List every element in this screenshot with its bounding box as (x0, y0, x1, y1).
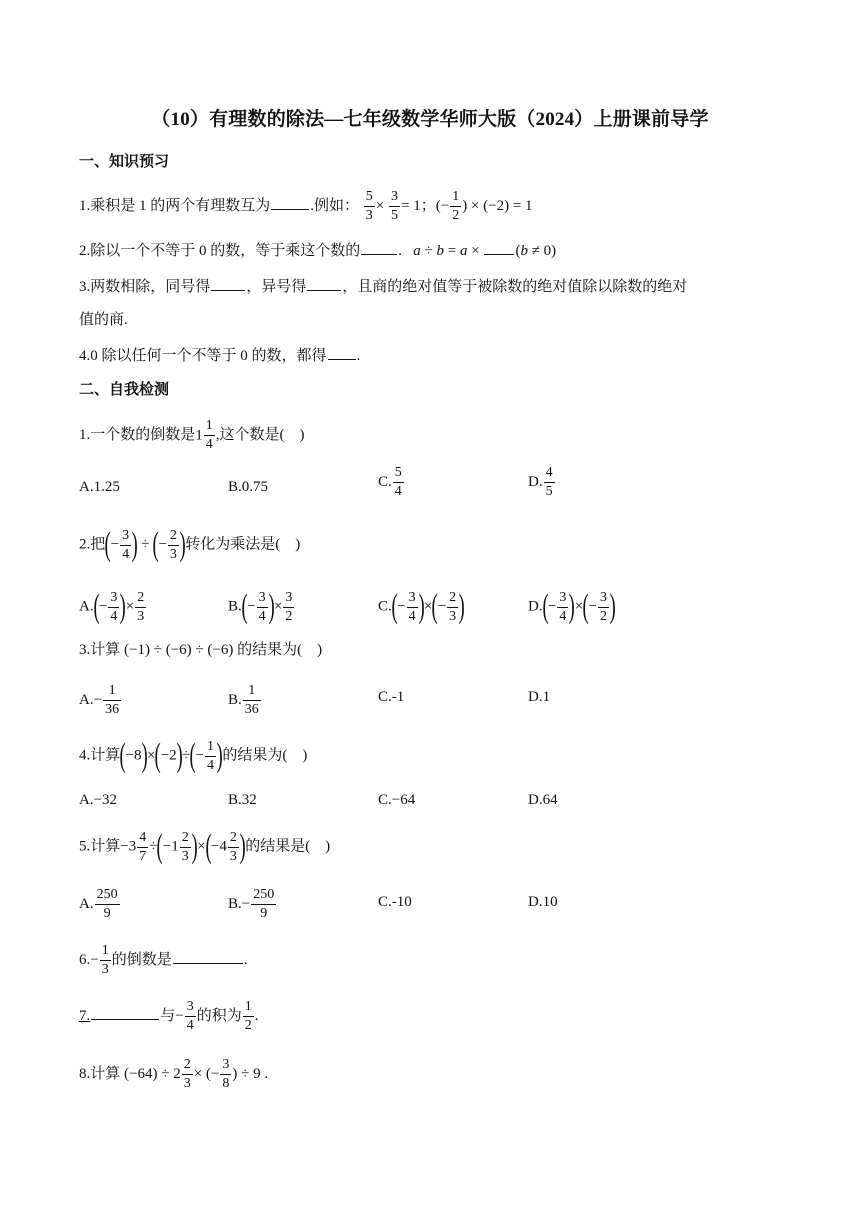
option-label: B. (228, 691, 242, 708)
q-text: 2.把 (79, 536, 106, 553)
option-d[interactable]: D.10 (528, 894, 558, 910)
fraction: $\frac{3}{5}$ (391, 189, 398, 223)
option-a[interactable]: A. $\frac{250}{9}$ (79, 887, 118, 921)
option-d[interactable]: D.64 (528, 792, 558, 808)
q-text: 的结果为( ) (237, 642, 323, 658)
fraction: $\frac{5}{3}$ (365, 189, 373, 223)
q-text: 2.除以一个不等于 0 的数，等于乘这个数的 (79, 243, 361, 259)
option-a[interactable] (79, 790, 117, 810)
option-b[interactable]: B.0.75 (228, 479, 269, 495)
q-text: ，且商的绝对值等于被除数的绝对值除以除数的绝对 (342, 279, 688, 295)
check-question-3 (79, 640, 322, 660)
option-label: C. (378, 792, 392, 808)
answer-blank[interactable] (307, 276, 341, 291)
q-text: . (254, 1007, 259, 1024)
option-c[interactable] (378, 466, 405, 499)
expression: (−1) ÷ (−6) ÷ (−6) (124, 642, 234, 658)
option-c[interactable] (378, 790, 415, 810)
q-text: 3.计算 (79, 642, 121, 658)
option-label: A. (79, 895, 94, 912)
q-text: 5.计算 (79, 838, 121, 855)
option-d[interactable]: D.(− $\frac{3}{4}$ )×(− $\frac{3}{2}$ ) (528, 588, 616, 625)
option-value: −64 (391, 792, 416, 808)
option-label: A. (79, 792, 94, 808)
option-value: −32 (93, 792, 118, 808)
section-heading-selfcheck: 二、自我检测 (79, 382, 170, 398)
option-label: A. (79, 598, 94, 615)
q-text: 4.计算 (79, 747, 121, 764)
preview-question-3-cont: 值的商. (79, 312, 128, 328)
q-text: 8.计算 (79, 1065, 121, 1082)
option-c[interactable]: C.(− $\frac{3}{4}$ )×(− $\frac{2}{3}$ ) (378, 588, 465, 625)
option-b[interactable]: B.32 (228, 792, 257, 808)
check-question-7: 7. 与− $\frac{3}{4}$ 的积为 $\frac{1}{2}$ . (79, 999, 259, 1033)
option-b[interactable]: B.− $\frac{250}{9}$ (228, 887, 275, 921)
check-question-2: 2.把(− $\frac{3}{4}$ ) ÷ (− $\frac{2}{3}$ )转化为乘法是( ) (79, 526, 301, 563)
q-text: ，异号得 (246, 279, 307, 295)
option-label: C. (378, 598, 392, 615)
fraction: $\frac{5}{4}$ (394, 465, 402, 499)
q-text: ,这个数是( ) (215, 426, 305, 443)
fraction: $\frac{4}{5}$ (545, 465, 553, 499)
q-text: . (398, 243, 403, 259)
check-question-1: 1.一个数的倒数是1 $\frac{1}{4}$ ,这个数是( ) (79, 418, 305, 452)
option-c[interactable]: C.-10 (378, 894, 412, 910)
option-a[interactable]: A.(− $\frac{3}{4}$ )× $\frac{2}{3}$ (79, 588, 145, 625)
fraction: $\frac{1}{4}$ (205, 418, 213, 452)
q-text: 4.0 除以任何一个不等于 0 的数，都得 (79, 348, 327, 364)
q-text: 与 (160, 1007, 176, 1024)
q-text: .例如： (310, 197, 360, 214)
option-d[interactable]: D.1 (528, 689, 551, 705)
q-text: 3.两数相除，同号得 (79, 279, 211, 295)
section-heading-preview: 一、知识预习 (79, 154, 170, 170)
answer-blank[interactable] (328, 345, 356, 360)
q-text: 的倒数是 (111, 951, 172, 968)
q-text: . (356, 348, 361, 364)
option-label: C. (378, 473, 392, 490)
option-label: B. (228, 895, 242, 912)
q-text: 1.一个数的倒数是 (79, 426, 196, 443)
option-d[interactable] (528, 466, 556, 499)
check-question-8: 8.计算 (−64) ÷ 2 $\frac{2}{3}$ × (− $\frac{3}{8}$ ) ÷ 9 . (79, 1057, 269, 1091)
option-label: D. (528, 473, 543, 490)
check-question-4: 4.计算(−8)×(−2)÷(− $\frac{1}{4}$ )的结果为( ) (79, 737, 308, 774)
option-c[interactable]: C.-1 (378, 689, 405, 705)
answer-blank[interactable] (361, 240, 397, 255)
preview-question-3 (79, 276, 687, 297)
q-text: 转化为乘法是( ) (185, 536, 301, 553)
preview-question-2: 2.除以一个不等于 0 的数，等于乘这个数的 . a ÷ b = a × (b ≠ 0) (79, 240, 556, 261)
option-b[interactable]: B.(− $\frac{3}{4}$ )× $\frac{3}{2}$ (228, 588, 293, 625)
option-a[interactable]: A.− $\frac{1}{36}$ (79, 683, 120, 717)
q-text: 1.乘积是 1 的两个有理数互为 (79, 197, 271, 214)
answer-blank[interactable] (211, 276, 245, 291)
q-text: . (243, 951, 248, 968)
q-text: 的积为 (196, 1007, 242, 1024)
q-text: . (264, 1065, 269, 1082)
q-text: 6. (79, 951, 91, 968)
preview-question-1: 1.乘积是 1 的两个有理数互为 .例如： $\frac{5}{3}$ × $\frac{3}{5}$ = 1；(− $\frac{1}{2}$ ) × (−2) = 1 (79, 189, 533, 223)
check-question-6: 6.− $\frac{1}{3}$ 的倒数是 . (79, 943, 248, 977)
q-text: 的结果是( ) (245, 838, 331, 855)
answer-blank[interactable] (484, 240, 514, 255)
page-title: （10）有理数的除法—七年级数学华师大版（2024）上册课前导学 (151, 109, 709, 130)
option-label: B. (228, 598, 242, 615)
answer-blank[interactable] (271, 195, 309, 210)
q-text: 的结果为( ) (222, 747, 308, 764)
fraction: $\frac{2}{3}$ (169, 527, 177, 562)
option-label: A. (79, 691, 94, 708)
answer-blank[interactable] (91, 1005, 159, 1020)
option-b[interactable]: B. $\frac{1}{36}$ (228, 683, 259, 717)
option-a[interactable]: A.1.25 (79, 479, 120, 495)
option-label: D. (528, 598, 543, 615)
answer-blank[interactable] (173, 949, 243, 964)
fraction: $\frac{3}{4}$ (122, 527, 130, 562)
check-question-5: 5.计算−3 $\frac{4}{7}$ ÷(−1 $\frac{2}{3}$ )×(−4 $\frac{2}{3}$ )的结果是( ) (79, 828, 331, 865)
q-text: 7. (79, 1007, 91, 1024)
preview-question-4 (79, 345, 360, 366)
fraction: $\frac{1}{2}$ (452, 189, 460, 223)
